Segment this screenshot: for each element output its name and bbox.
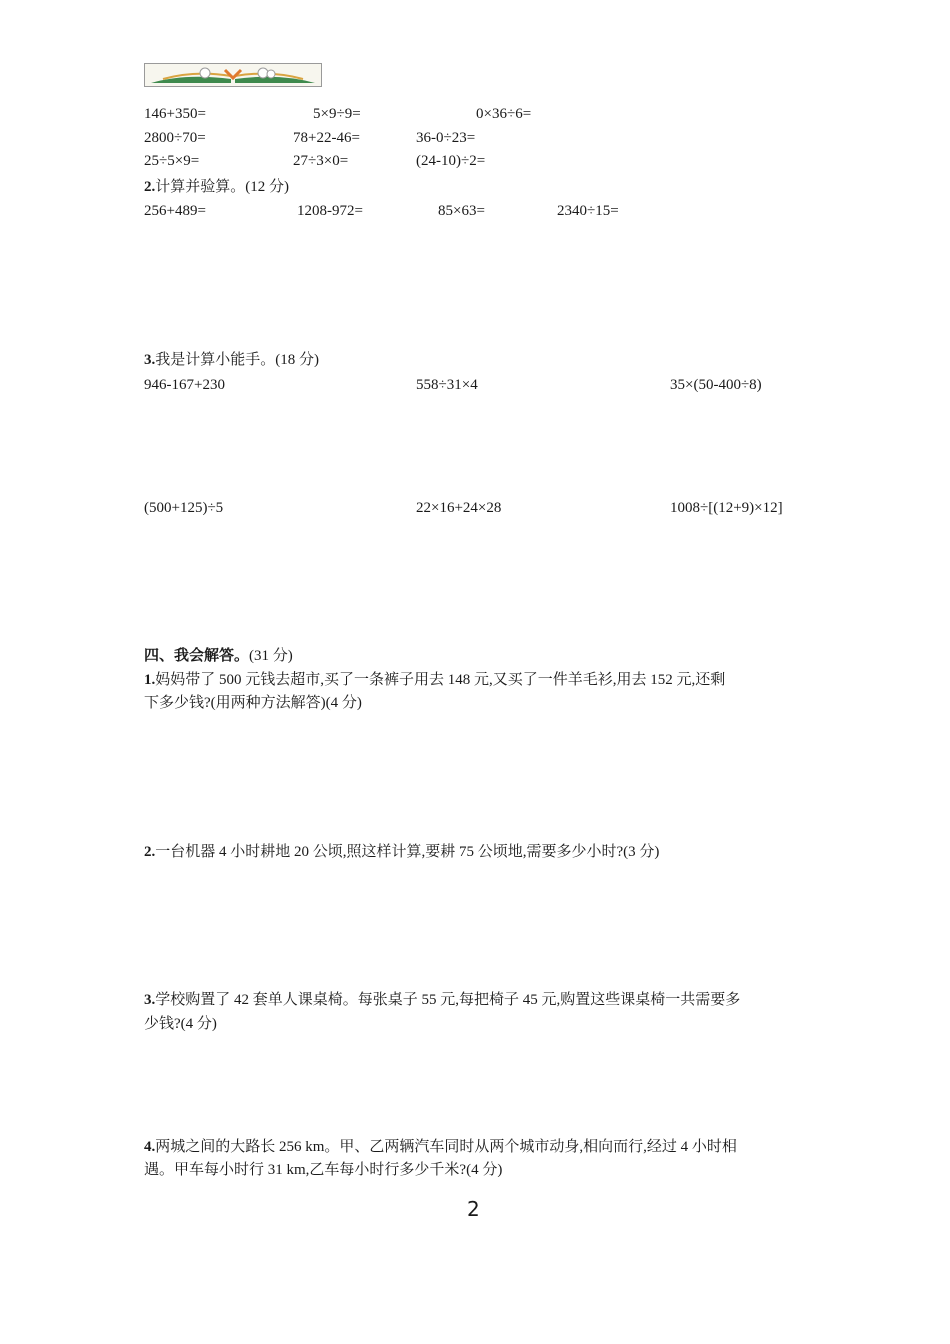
calc-item: 22×16+24×28 [416, 500, 502, 516]
calc-item: 146+350= [144, 106, 206, 122]
calc-item: 5×9÷9= [313, 106, 361, 122]
problem-1-line2: 下多少钱?(用两种方法解答)(4 分) [144, 695, 362, 711]
problem-4-line2: 遇。甲车每小时行 31 km,乙车每小时行多少千米?(4 分) [144, 1162, 503, 1178]
calc-item: 25÷5×9= [144, 153, 200, 169]
problem-2-text: 一台机器 4 小时耕地 20 公顷,照这样计算,要耕 75 公顷地,需要多少小时?(3 分) [155, 844, 660, 860]
problem-1-number: 1. [144, 672, 156, 688]
problem-4-number: 4. [144, 1139, 156, 1155]
problem-2-number: 2. [144, 844, 156, 860]
q2-number: 2. [144, 179, 156, 195]
calc-item: 946-167+230 [144, 377, 225, 393]
calc-item: (500+125)÷5 [144, 500, 224, 516]
problem-3-number: 3. [144, 992, 156, 1008]
calc-item: 2340÷15= [557, 203, 619, 219]
part4-heading [144, 647, 293, 665]
problem-4-line1 [144, 1138, 737, 1156]
page-number: 2 [467, 1197, 480, 1221]
calc-item: 78+22-46= [293, 130, 360, 146]
problem-4-text: 两城之间的大路长 256 km。甲、乙两辆汽车同时从两个城市动身,相向而行,经过 4 小时相 [155, 1139, 737, 1155]
calc-item: 2800÷70= [144, 130, 206, 146]
book-logo-icon [145, 64, 321, 86]
q2-title [144, 178, 289, 196]
calc-item: 256+489= [144, 203, 206, 219]
calc-item: 0×36÷6= [476, 106, 532, 122]
calc-item: 558÷31×4 [416, 377, 478, 393]
problem-3-line1 [144, 991, 740, 1009]
calc-item: 85×63= [438, 203, 485, 219]
q2-title-text: 计算并验算。(12 分) [155, 179, 289, 195]
problem-3-line2: 少钱?(4 分) [144, 1016, 217, 1032]
calc-item: 35×(50-400÷8) [670, 377, 762, 393]
calc-item: (24-10)÷2= [416, 153, 486, 169]
header-logo [144, 63, 322, 87]
problem-1-text: 妈妈带了 500 元钱去超市,买了一条裤子用去 148 元,又买了一件羊毛衫,用去 152 元,还剩 [155, 672, 726, 688]
calc-item: 36-0÷23= [416, 130, 476, 146]
calc-item: 1208-972= [297, 203, 363, 219]
calc-item: 27÷3×0= [293, 153, 349, 169]
problem-1-line1 [144, 671, 725, 689]
q3-title-text: 我是计算小能手。(18 分) [155, 352, 319, 368]
q3-title [144, 351, 319, 369]
part4-heading-text: 四、我会解答。 [144, 648, 250, 664]
q3-number: 3. [144, 352, 156, 368]
calc-item: 1008÷[(12+9)×12] [670, 500, 783, 516]
problem-3-text: 学校购置了 42 套单人课桌椅。每张桌子 55 元,每把椅子 45 元,购置这些课桌椅一共需要多 [155, 992, 741, 1008]
problem-2-line1 [144, 843, 659, 861]
part4-score: (31 分) [249, 648, 293, 664]
